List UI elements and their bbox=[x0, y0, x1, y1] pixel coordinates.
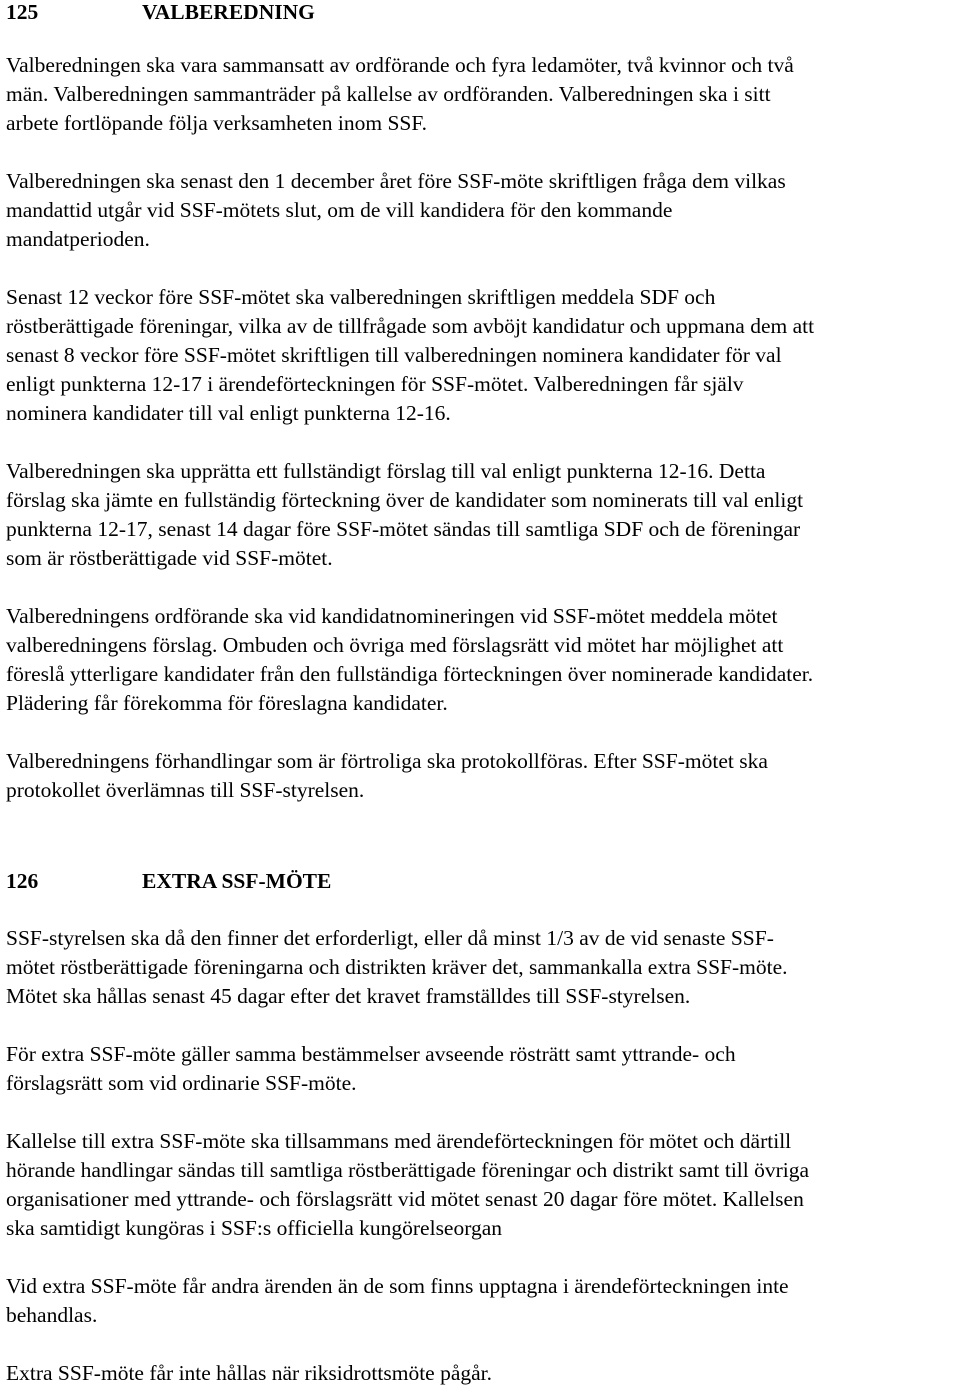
paragraph-line: enligt punkterna 12-17 i ärendeförteckningen för SSF-mötet. Valberedningen får själv bbox=[6, 372, 744, 396]
paragraph bbox=[6, 457, 803, 573]
paragraph-line: Vid extra SSF-möte får andra ärenden än de som finns upptagna i ärendeförteckningen inte bbox=[6, 1274, 789, 1298]
paragraph-line: SSF-styrelsen ska då den finner det erforderligt, eller då minst 1/3 av de vid senaste SSF- bbox=[6, 926, 774, 950]
paragraph-line: Extra SSF-möte får inte hållas när riksidrottsmöte pågår. bbox=[6, 1361, 493, 1385]
paragraph-line: valberedningens förslag. Ombuden och övriga med förslagsrätt vid mötet har möjlighet att bbox=[6, 633, 784, 657]
paragraph-line: Senast 12 veckor före SSF-mötet ska valberedningen skriftligen meddela SDF och bbox=[6, 285, 716, 309]
paragraph-line: För extra SSF-möte gäller samma bestämmelser avseende rösträtt samt yttrande- och bbox=[6, 1042, 736, 1066]
paragraph bbox=[6, 1127, 809, 1243]
paragraph-line: som är röstberättigade vid SSF-mötet. bbox=[6, 546, 333, 570]
paragraph-line: män. Valberedningen sammanträder på kallelse av ordföranden. Valberedningen ska i sitt bbox=[6, 82, 771, 106]
paragraph-line: mandatperioden. bbox=[6, 227, 150, 251]
section-heading-126 bbox=[6, 869, 331, 893]
paragraph-line: Valberedningen ska senast den 1 december året före SSF-möte skriftligen fråga dem vilkas bbox=[6, 169, 786, 193]
paragraph-line: röstberättigade föreningar, vilka av de tillfrågade som avböjt kandidatur och uppmana dem att bbox=[6, 314, 815, 338]
paragraph-line: Kallelse till extra SSF-möte ska tillsammans med ärendeförteckningen för mötet och därtill bbox=[6, 1129, 792, 1153]
paragraph bbox=[6, 283, 814, 428]
paragraph-line: mötet röstberättigade föreningarna och distrikten kräver det, sammankalla extra SSF-möte. bbox=[6, 955, 788, 979]
paragraph bbox=[6, 747, 768, 805]
paragraph-line: protokollet överlämnas till SSF-styrelsen. bbox=[6, 778, 365, 802]
paragraph bbox=[6, 602, 813, 718]
paragraph-line: behandlas. bbox=[6, 1303, 98, 1327]
paragraph-line: senast 8 veckor före SSF-mötet skriftligen till valberedningen nominera kandidater för val bbox=[6, 343, 782, 367]
paragraph-line: Plädering får förekomma för föreslagna kandidater. bbox=[6, 691, 448, 715]
section-title: EXTRA SSF-MÖTE bbox=[142, 869, 332, 893]
paragraph-line: arbete fortlöpande följa verksamheten inom SSF. bbox=[6, 111, 428, 135]
paragraph-line: Valberedningen ska upprätta ett fullständigt förslag till val enligt punkterna 12-16. Detta bbox=[6, 459, 766, 483]
paragraph bbox=[6, 1040, 736, 1098]
section-title: VALBEREDNING bbox=[142, 0, 315, 24]
paragraph-line: organisationer med yttrande- och förslagsrätt vid mötet senast 20 dagar före mötet. Kallelsen bbox=[6, 1187, 804, 1211]
paragraph bbox=[6, 1272, 789, 1330]
paragraph bbox=[6, 51, 794, 138]
paragraph-line: ska samtidigt kungöras i SSF:s officiella kungörelseorgan bbox=[6, 1216, 503, 1240]
paragraph bbox=[6, 1359, 492, 1388]
paragraph-line: föreslå ytterligare kandidater från den fullständiga förteckningen över nominerade kandidater. bbox=[6, 662, 814, 686]
paragraph bbox=[6, 924, 788, 1011]
paragraph-line: nominera kandidater till val enligt punkterna 12-16. bbox=[6, 401, 451, 425]
paragraph-line: punkterna 12-17, senast 14 dagar före SSF-mötet sändas till samtliga SDF och de föreningar bbox=[6, 517, 801, 541]
section-number: 126 bbox=[6, 869, 39, 893]
paragraph-line: Valberedningens förhandlingar som är förtroliga ska protokollföras. Efter SSF-mötet ska bbox=[6, 749, 768, 773]
paragraph-line: mandattid utgår vid SSF-mötets slut, om de vill kandidera för den kommande bbox=[6, 198, 673, 222]
paragraph-line: hörande handlingar sändas till samtliga röstberättigade föreningar och distrikt samt till övriga bbox=[6, 1158, 810, 1182]
paragraph-line: förslag ska jämte en fullständig förteckning över de kandidater som nominerats till val enligt bbox=[6, 488, 804, 512]
paragraph-line: förslagsrätt som vid ordinarie SSF-möte. bbox=[6, 1071, 357, 1095]
paragraph-line: Valberedningens ordförande ska vid kandidatnomineringen vid SSF-mötet meddela mötet bbox=[6, 604, 778, 628]
paragraph-line: Valberedningen ska vara sammansatt av ordförande och fyra ledamöter, två kvinnor och två bbox=[6, 53, 794, 77]
paragraph bbox=[6, 167, 786, 254]
section-number: 125 bbox=[6, 0, 39, 24]
section-heading-125 bbox=[6, 0, 315, 24]
paragraph-line: Mötet ska hållas senast 45 dagar efter det kravet framställdes till SSF-styrelsen. bbox=[6, 984, 691, 1008]
